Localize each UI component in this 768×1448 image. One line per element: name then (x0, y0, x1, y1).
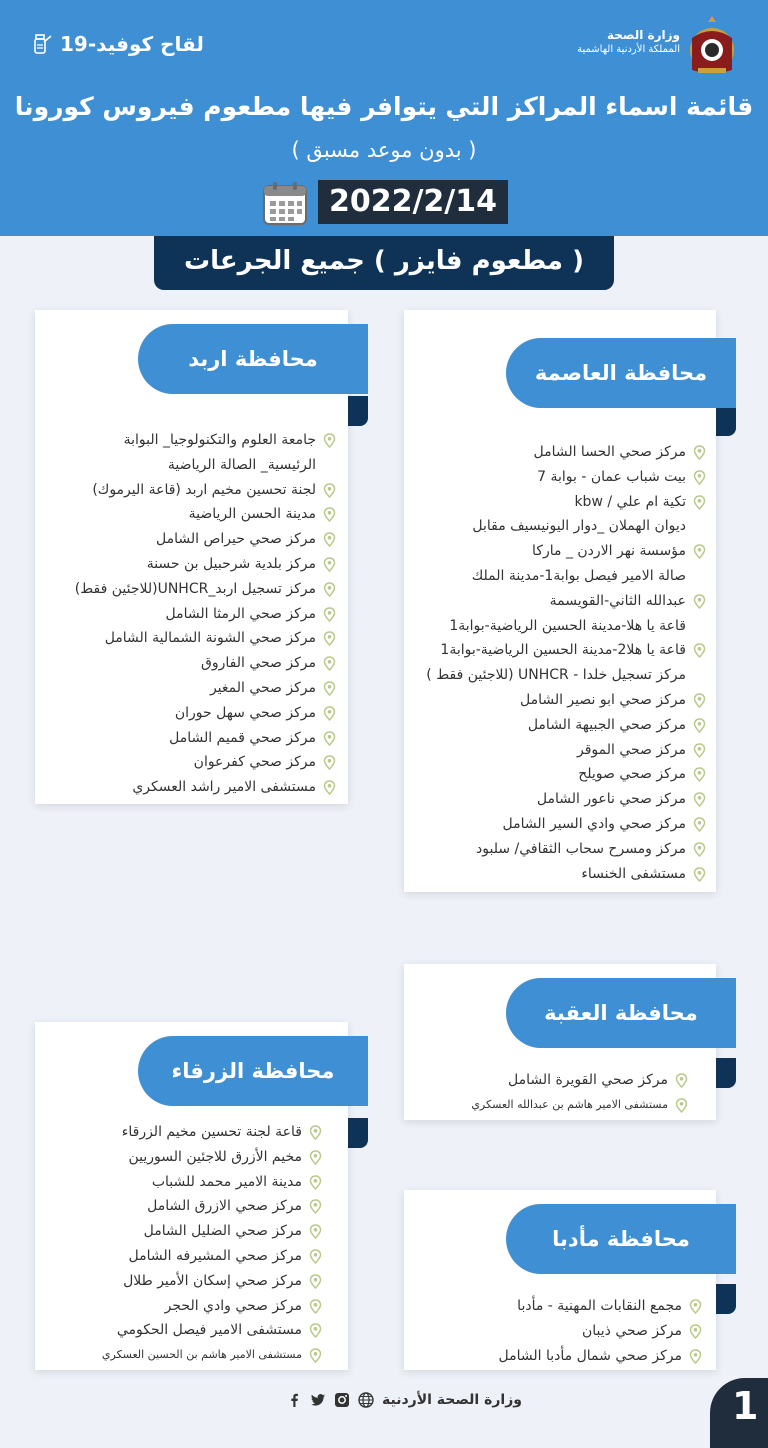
list-item-text: مؤسسة نهر الاردن _ ماركا (532, 543, 686, 560)
footer-text: وزارة الصحة الأردنية (382, 1392, 522, 1408)
list-item (426, 564, 708, 589)
location-pin-icon (693, 767, 706, 782)
list-item-text: مركز صحي إسكان الأمير طلال (123, 1272, 302, 1289)
list-item-text: مركز صحي وادي السير الشامل (502, 815, 686, 832)
list-item-text: مستشفى الخنساء (581, 865, 686, 882)
list-item (426, 762, 708, 787)
list-madaba (499, 1294, 704, 1368)
list-item (102, 1170, 324, 1195)
section-title-capital: محافظة العاصمة (506, 338, 736, 408)
location-pin-icon (323, 755, 336, 770)
list-item (426, 440, 708, 465)
list-item-text: الرئيسية_ الصالة الرياضية (167, 456, 316, 473)
list-item-text: لجنة تحسين مخيم اربد (قاعة اليرموك) (92, 481, 316, 498)
location-pin-icon (693, 693, 706, 708)
twitter-icon[interactable] (310, 1392, 326, 1408)
list-item-text: مركز صحي الجبيهة الشامل (527, 716, 686, 733)
list-item (426, 539, 708, 564)
location-pin-icon (675, 1073, 688, 1088)
list-item-text: مركز صحي ذيبان (581, 1322, 682, 1339)
list-item-text: مركز صحي الرمثا الشامل (165, 605, 316, 622)
location-pin-icon (309, 1150, 322, 1165)
coat-of-arms-icon (686, 14, 738, 76)
location-pin-icon (309, 1175, 322, 1190)
list-item (426, 787, 708, 812)
page-subtitle: ( بدون موعد مسبق ) (291, 138, 477, 162)
vaccine-tag (30, 32, 204, 56)
location-pin-icon (323, 731, 336, 746)
list-item (499, 1319, 704, 1344)
list-item (102, 1145, 324, 1170)
location-pin-icon (693, 470, 706, 485)
instagram-icon[interactable] (334, 1392, 350, 1408)
location-pin-icon (675, 1098, 688, 1113)
list-item-text: مخيم الأزرق للاجئين السوريين (128, 1148, 302, 1165)
list-item (499, 1344, 704, 1369)
list-item (75, 651, 338, 676)
globe-icon[interactable] (358, 1392, 374, 1408)
list-item-text: ديوان الهملان _دوار اليونيسيف مقابل (472, 518, 686, 535)
list-item-text: مركز صحي سهل حوران (174, 704, 316, 721)
list-item-text: مركز صحي الفاروق (201, 655, 316, 672)
location-pin-icon (323, 582, 336, 597)
location-pin-icon (693, 842, 706, 857)
list-item (75, 428, 338, 453)
list-item-text: مركز صحي قميم الشامل (169, 729, 316, 746)
list-item (426, 862, 708, 887)
ministry-name (577, 28, 680, 55)
list-item (75, 626, 338, 651)
list-item-text: مركز صحي حيراص الشامل (156, 531, 316, 548)
list-item-text: مركز صحي كفرعوان (193, 754, 316, 771)
location-pin-icon (309, 1125, 322, 1140)
location-pin-icon (689, 1324, 702, 1339)
location-pin-icon (693, 743, 706, 758)
location-pin-icon (693, 594, 706, 609)
section-title-aqaba: محافظة العقبة (506, 978, 736, 1048)
list-item (75, 676, 338, 701)
location-pin-icon (323, 557, 336, 572)
location-pin-icon (689, 1349, 702, 1364)
vaccine-tag-text: لقاح كوفيد-19 (60, 32, 204, 56)
list-item-text: مجمع النقابات المهنية - مأدبا (517, 1298, 682, 1314)
list-zarqa (102, 1120, 324, 1368)
location-pin-icon (309, 1299, 322, 1314)
location-pin-icon (693, 445, 706, 460)
list-item-text: مركز صحي الحسا الشامل (533, 444, 686, 460)
list-item-text: مركز تسجيل خلدا - UNHCR (للاجئين فقط ) (426, 667, 686, 684)
list-item-text: بيت شباب عمان - بوابة 7 (537, 468, 686, 485)
location-pin-icon (323, 607, 336, 622)
list-item-text: مركز صحي الازرق الشامل (147, 1198, 302, 1215)
list-item (102, 1343, 324, 1368)
list-item (426, 614, 708, 639)
pill-tab (716, 1058, 736, 1088)
list-capital (426, 440, 708, 886)
location-pin-icon (323, 532, 336, 547)
list-item-text: مركز تسجيل اربد_UNHCR(للاجئين فقط) (74, 580, 316, 597)
list-item (426, 663, 708, 688)
list-item (75, 478, 338, 503)
vaccine-banner: ( مطعوم فايزر ) جميع الجرعات (154, 236, 614, 290)
list-item-text: قاعة يا هلا2-مدينة الحسين الرياضية-بوابة1 (440, 642, 686, 659)
location-pin-icon (693, 544, 706, 559)
calendar-icon (262, 180, 308, 226)
list-item-text: تكية ام علي / kbw (574, 493, 686, 510)
list-item (75, 502, 338, 527)
location-pin-icon (323, 681, 336, 696)
list-item-text: مدينة الحسن الرياضية (188, 506, 316, 523)
list-item (426, 738, 708, 763)
list-item-text: مركز صحي الشونة الشمالية الشامل (104, 630, 316, 647)
date-label: 2022/2/14 (318, 180, 508, 224)
list-item (426, 589, 708, 614)
list-item (426, 688, 708, 713)
list-item-text: مركز ومسرح سحاب الثقافي/ سلبود (476, 840, 686, 857)
location-pin-icon (693, 817, 706, 832)
list-item-text: مركز صحي شمال مأدبا الشامل (498, 1347, 682, 1364)
location-pin-icon (323, 631, 336, 646)
list-item (426, 514, 708, 539)
list-item (471, 1068, 690, 1093)
kingdom-title: المملكة الأردنية الهاشمية (577, 44, 680, 55)
list-item-text: مركز صحي المشيرفه الشامل (128, 1247, 302, 1264)
section-title-zarqa: محافظة الزرقاء (138, 1036, 368, 1106)
pill-tab (716, 406, 736, 436)
list-item (102, 1244, 324, 1269)
list-item (471, 1093, 690, 1118)
location-pin-icon (309, 1249, 322, 1264)
location-pin-icon (693, 718, 706, 733)
header (0, 0, 768, 236)
list-item-text: مركز بلدية شرحبيل بن حسنة (146, 555, 316, 572)
list-item (426, 490, 708, 515)
list-item (102, 1294, 324, 1319)
ministry-title: وزارة الصحة (606, 28, 680, 42)
list-aqaba (471, 1068, 690, 1118)
list-item-text: مركز صحي صويلح (578, 766, 686, 783)
location-pin-icon (693, 792, 706, 807)
list-item-text: مركز صحي ابو نصير الشامل (519, 691, 686, 708)
location-pin-icon (309, 1224, 322, 1239)
list-item-text: مستشفى الامير راشد العسكري (132, 779, 316, 796)
location-pin-icon (323, 507, 336, 522)
location-pin-icon (323, 433, 336, 448)
list-item (426, 465, 708, 490)
list-item-text: جامعة العلوم والتكنولوجيا_ البوابة (123, 432, 316, 448)
list-item-text: قاعة لجنة تحسين مخيم الزرقاء (121, 1124, 302, 1140)
facebook-icon[interactable] (286, 1392, 302, 1408)
list-item-text: مركز صحي ناعور الشامل (536, 791, 686, 808)
list-item (75, 750, 338, 775)
location-pin-icon (693, 643, 706, 658)
location-pin-icon (689, 1299, 702, 1314)
location-pin-icon (323, 706, 336, 721)
list-item (426, 713, 708, 738)
location-pin-icon (309, 1199, 322, 1214)
list-item-text: عبدالله الثاني-القويسمة (549, 592, 686, 609)
list-item (499, 1294, 704, 1319)
list-item-text: صالة الامير فيصل بوابة1-مدينة الملك (471, 567, 686, 584)
location-pin-icon (309, 1348, 322, 1363)
pill-tab (348, 1118, 368, 1148)
list-item (426, 638, 708, 663)
list-item-text: مستشفى الامير فيصل الحكومي (116, 1322, 302, 1339)
list-item-text: قاعة يا هلا-مدينة الحسين الرياضية-بوابة1 (449, 617, 686, 634)
page-title: قائمة اسماء المراكز التي يتوافر فيها مطعوم فيروس كورونا (14, 92, 754, 121)
list-item (102, 1318, 324, 1343)
list-item (75, 453, 338, 478)
list-item (102, 1194, 324, 1219)
location-pin-icon (323, 780, 336, 795)
list-item-text: مدينة الامير محمد للشباب (151, 1173, 302, 1190)
location-pin-icon (323, 483, 336, 498)
footer (286, 1392, 522, 1408)
list-item-text: مستشفى الامير هاشم بن الحسين العسكري (101, 1348, 302, 1362)
pill-tab (716, 1284, 736, 1314)
list-item (102, 1120, 324, 1145)
list-irbid (75, 428, 338, 800)
pill-tab (348, 396, 368, 426)
list-item (102, 1269, 324, 1294)
list-item (75, 527, 338, 552)
list-item (75, 602, 338, 627)
list-item-text: مركز صحي الموقر (576, 741, 686, 758)
location-pin-icon (309, 1274, 322, 1289)
list-item (75, 775, 338, 800)
list-item-text: مركز صحي وادي الحجر (164, 1297, 302, 1314)
list-item-text: مركز صحي القويرة الشامل (508, 1072, 668, 1088)
page-number: 1 (710, 1378, 768, 1448)
list-item (102, 1219, 324, 1244)
location-pin-icon (693, 867, 706, 882)
section-title-madaba: محافظة مأدبا (506, 1204, 736, 1274)
list-item (75, 552, 338, 577)
vaccine-vial-icon (30, 32, 54, 56)
location-pin-icon (323, 656, 336, 671)
section-title-irbid: محافظة اربد (138, 324, 368, 394)
list-item (75, 701, 338, 726)
list-item-text: مركز صحي المغير (209, 679, 316, 696)
list-item (426, 837, 708, 862)
list-item (426, 812, 708, 837)
location-pin-icon (309, 1323, 322, 1338)
list-item-text: مركز صحي الضليل الشامل (143, 1223, 302, 1240)
location-pin-icon (693, 495, 706, 510)
list-item (75, 726, 338, 751)
list-item (75, 577, 338, 602)
list-item-text: مستشفى الامير هاشم بن عبدالله العسكري (471, 1097, 668, 1111)
